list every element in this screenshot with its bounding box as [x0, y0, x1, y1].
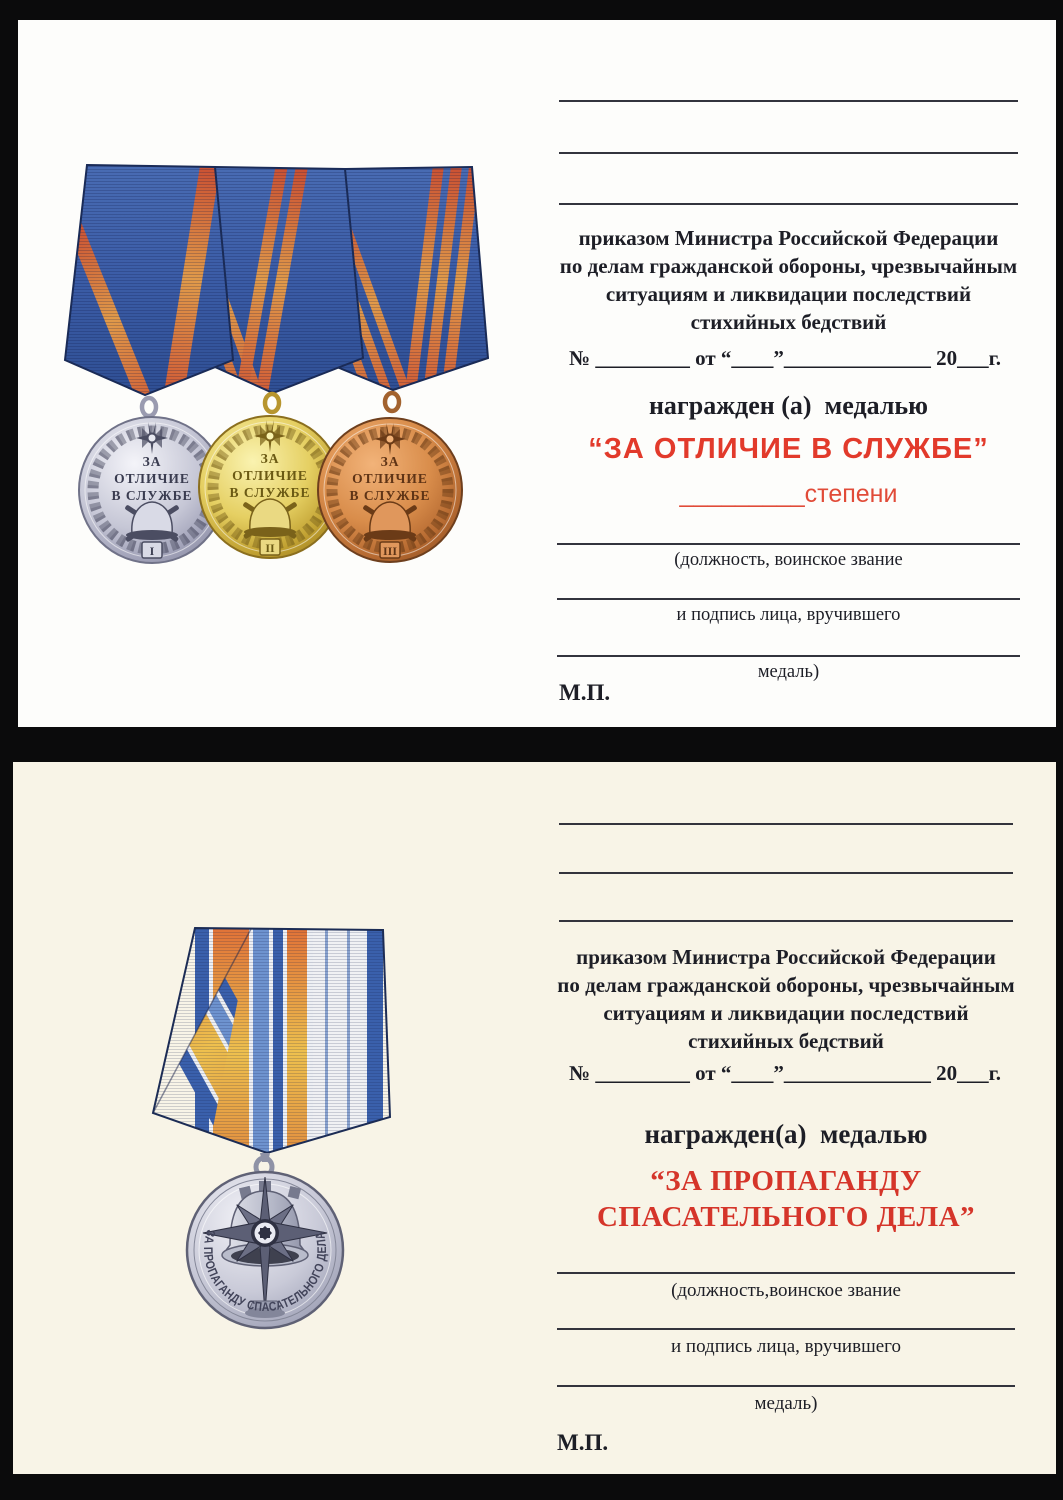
svg-text:В СЛУЖБЕ: В СЛУЖБЕ: [111, 488, 193, 503]
svg-text:ОТЛИЧИЕ: ОТЛИЧИЕ: [352, 471, 428, 486]
signature-line: [557, 1272, 1015, 1274]
order-number-line: № _________ от “____”______________ 20___г.: [569, 346, 1002, 370]
three-medals-distinction-icon: [48, 155, 538, 615]
blank-line: [559, 920, 1013, 922]
blank-line: [559, 872, 1013, 874]
medal-title: “ЗА ОТЛИЧИЕ В СЛУЖБЕ”: [588, 433, 989, 465]
certificate-text-column: [557, 20, 1020, 727]
blank-line: [559, 100, 1018, 102]
certificate-card-rescue-promotion: [13, 762, 1056, 1474]
svg-text:В СЛУЖБЕ: В СЛУЖБЕ: [349, 488, 431, 503]
ribbon-first-degree-icon: [48, 155, 248, 429]
rescue-ribbon-icon: [140, 915, 400, 1183]
bronze-medal-icon: [318, 393, 462, 562]
medal-title: “ЗА ПРОПАГАНДУ СПАСАТЕЛЬНОГО ДЕЛА”: [596, 1165, 976, 1233]
svg-text:ЗА: ЗА: [142, 454, 162, 469]
signature-line: [557, 598, 1020, 600]
stamp-placeholder: М.П.: [557, 1430, 609, 1455]
certificate-card-distinction-in-service: [18, 20, 1056, 727]
signature-caption: (должность, воинское звание: [674, 550, 903, 570]
ministry-text: приказом Министра Российской Федерации по делам гражданской обороны, чрезвычайным ситуациям и ликвидации последствий стихийных бедствий: [557, 945, 1015, 1053]
degree-numeral: II: [265, 541, 275, 555]
rescue-medal-face: [187, 1172, 343, 1328]
stamp-placeholder: М.П.: [559, 680, 611, 705]
svg-text:ОТЛИЧИЕ: ОТЛИЧИЕ: [232, 468, 308, 483]
awarded-label: награжден (а) медалью: [648, 391, 929, 420]
signature-caption: и подпись лица, вручившего: [676, 605, 901, 625]
signature-caption: медаль): [754, 1393, 818, 1414]
blank-line: [559, 152, 1018, 154]
certificate-text-column: [557, 762, 1015, 1474]
signature-line: [557, 1328, 1015, 1330]
blank-line: [559, 203, 1018, 205]
rescue-medal-icon: [140, 915, 400, 1335]
degree-numeral: III: [382, 544, 398, 558]
signature-caption: (должность,воинское звание: [671, 1280, 901, 1301]
signature-line: [557, 1385, 1015, 1387]
degree-numeral: I: [149, 544, 155, 558]
signature-caption: медаль): [757, 662, 820, 682]
svg-text:ОТЛИЧИЕ: ОТЛИЧИЕ: [114, 471, 190, 486]
order-number-line: № _________ от “____”______________ 20___г.: [569, 1061, 1002, 1085]
awarded-label: награжден(а) медалью: [644, 1119, 928, 1149]
signature-line: [557, 655, 1020, 657]
medal-ring-inscription: ЗА ПРОПАГАНДУ СПАСАТЕЛЬНОГО ДЕЛА: [200, 1228, 330, 1315]
svg-text:В СЛУЖБЕ: В СЛУЖБЕ: [229, 485, 311, 500]
blank-line: [559, 823, 1013, 825]
svg-text:ЗА: ЗА: [260, 451, 280, 466]
svg-text:ЗА: ЗА: [380, 454, 400, 469]
degree-blank-line: _________степени: [679, 480, 898, 508]
signature-caption: и подпись лица, вручившего: [671, 1336, 901, 1357]
ministry-text: приказом Министра Российской Федерации по делам гражданской обороны, чрезвычайным ситуациям и ликвидации последствий стихийных бедствий: [559, 226, 1018, 334]
signature-line: [557, 543, 1020, 545]
